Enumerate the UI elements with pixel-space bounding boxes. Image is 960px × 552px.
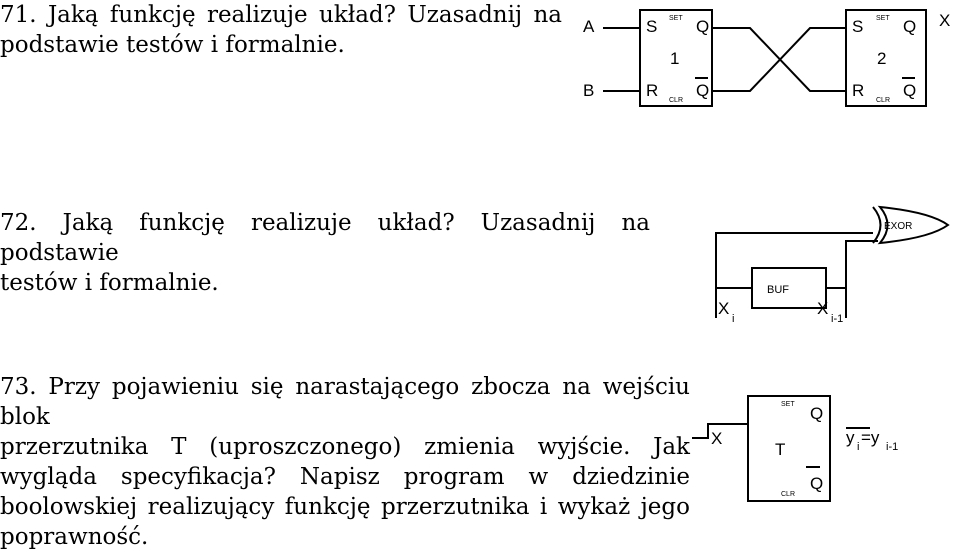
output-xi1-label: X bbox=[817, 299, 829, 318]
ff2-s-label: S bbox=[852, 17, 864, 36]
output-y-subscript: i bbox=[857, 441, 860, 453]
output-eq-label: =y bbox=[861, 428, 880, 447]
ff2-qbar-label: Q bbox=[903, 81, 917, 100]
ff2-r-label: R bbox=[852, 81, 865, 100]
question-73-line-2: przerzutnika T (uproszczonego) zmienia wyjście. Jak bbox=[0, 434, 690, 460]
input-xi-subscript: i bbox=[732, 313, 735, 325]
question-71-line-2: podstawie testów i formalnie. bbox=[0, 32, 345, 58]
question-73-line-3: wygląda specyfikacja? Napisz program w dziedzinie bbox=[0, 464, 690, 490]
question-72-line-2: testów i formalnie. bbox=[0, 270, 219, 296]
t-set-label: SET bbox=[781, 401, 795, 408]
question-71-line-1: 71. Jaką funkcję realizuje układ? Uzasadnij na bbox=[0, 2, 562, 28]
t-q-label: Q bbox=[810, 404, 824, 423]
output-y-prev-subscript: i-1 bbox=[886, 441, 899, 453]
buf-gate-label: BUF bbox=[767, 284, 789, 296]
ff1-set-label: SET bbox=[669, 15, 683, 22]
t-qbar-label: Q bbox=[810, 474, 824, 493]
ff1-number-label: 1 bbox=[670, 49, 680, 68]
question-73-line-1: 73. Przy pojawieniu się narastającego zbocza na wejściu blok bbox=[0, 374, 690, 430]
input-xi-label: X bbox=[718, 299, 730, 318]
ff1-r-label: R bbox=[646, 81, 659, 100]
output-x-label: X bbox=[939, 11, 951, 30]
ff1-qbar-label: Q bbox=[696, 81, 710, 100]
ff2-clr-label: CLR bbox=[876, 97, 891, 104]
question-72-line-1: 72. Jaką funkcję realizuje układ? Uzasadnij na podstawie bbox=[0, 210, 650, 266]
question-73-line-5: poprawność. bbox=[0, 524, 149, 550]
t-clr-label: CLR bbox=[781, 491, 796, 498]
ff2-set-label: SET bbox=[876, 15, 890, 22]
ff2-number-label: 2 bbox=[877, 49, 887, 68]
t-input-label: T bbox=[775, 440, 786, 459]
ff1-clr-label: CLR bbox=[669, 97, 684, 104]
ff1-s-label: S bbox=[646, 17, 658, 36]
output-y-label: y bbox=[846, 428, 855, 447]
output-xi1-subscript: i-1 bbox=[831, 313, 844, 325]
question-73-line-4: boolowskiej realizujący funkcję przerzutnika i wykaż jego bbox=[0, 494, 690, 520]
xor-gate-label: EXOR bbox=[884, 221, 913, 232]
ff2-q-label: Q bbox=[903, 17, 917, 36]
input-b-label: B bbox=[583, 81, 595, 100]
ff1-q-label: Q bbox=[696, 17, 710, 36]
input-a-label: A bbox=[583, 17, 595, 36]
input-x-label: X bbox=[711, 429, 723, 448]
